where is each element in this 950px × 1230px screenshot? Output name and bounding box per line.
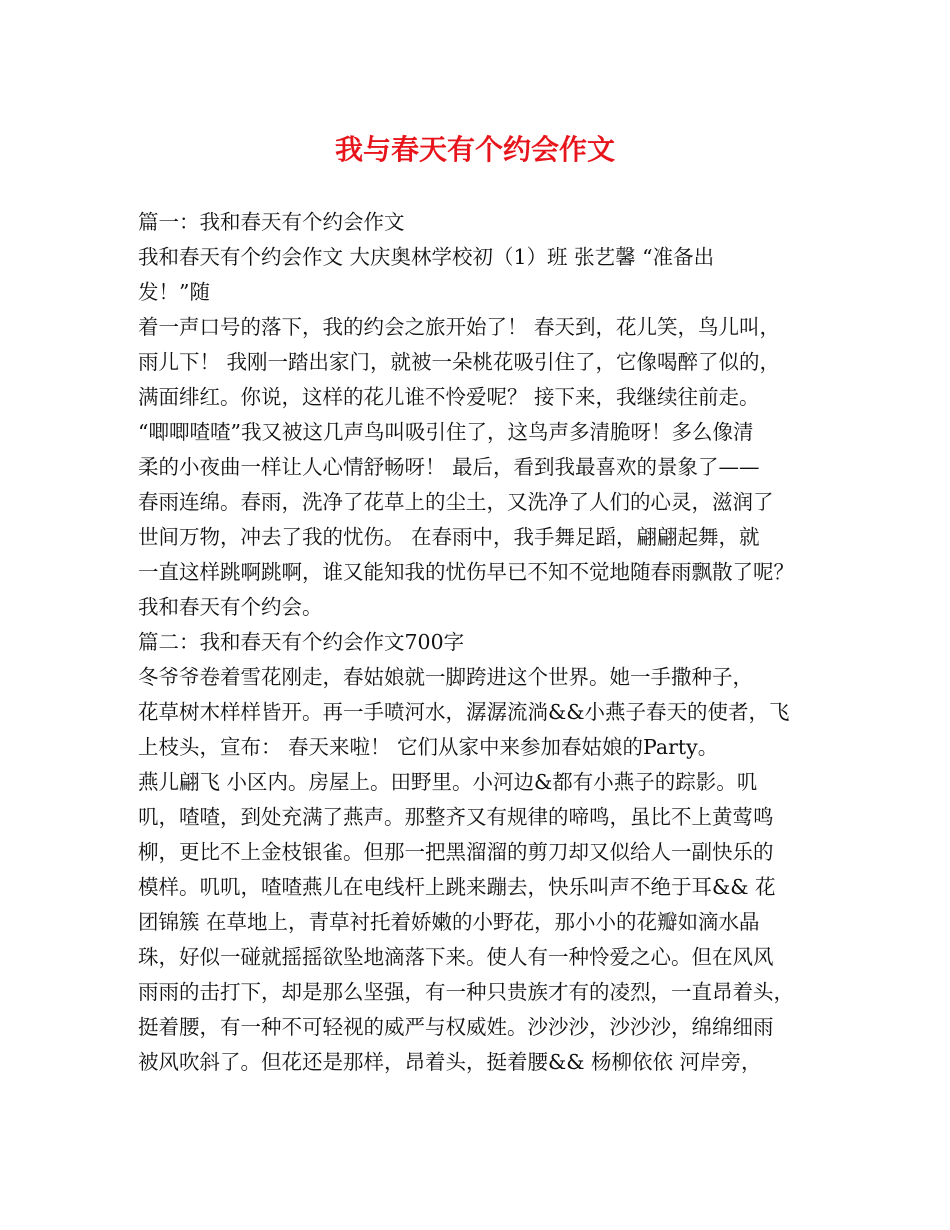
text-line: 柳，更比不上金枝银雀。但那一把黑溜溜的剪刀却又似给人一副快乐的 (138, 840, 774, 864)
text-line: 一直这样跳啊跳啊，谁又能知我的忧伤早已不知不觉地随春雨飘散了呢？ (138, 560, 794, 584)
text-line: 发！”随 (138, 280, 210, 304)
text-line: 我和春天有个约会作文 大庆奥林学校初（1）班 张艺馨 “准备出 (138, 245, 715, 269)
text-line: 我和春天有个约会。 (138, 595, 323, 619)
text-line: 春雨连绵。春雨，洗净了花草上的尘土，又洗净了人们的心灵，滋润了 (138, 490, 774, 514)
text-line: 柔的小夜曲一样让人心情舒畅呀！ 最后，看到我最喜欢的景象了—— (138, 455, 760, 479)
text-line: 上枝头，宣布： 春天来啦！ 它们从家中来参加春姑娘的Party。 (138, 735, 719, 759)
text-line: 雨儿下！ 我刚一踏出家门，就被一朵桃花吸引住了，它像喝醉了似的， (138, 350, 781, 374)
text-line: 世间万物，冲去了我的忧伤。 在春雨中，我手舞足蹈，翩翩起舞，就 (138, 525, 760, 549)
text-line: “唧唧喳喳”我又被这几声鸟叫吸引住了，这鸟声多清脆呀！多么像清 (138, 420, 754, 444)
text-line: 冬爷爷卷着雪花刚走，春姑娘就一脚跨进这个世界。她一手撒种子， (138, 665, 753, 689)
section-heading-1: 篇一：我和春天有个约会作文 (138, 210, 405, 234)
section-heading-2: 篇二：我和春天有个约会作文700字 (138, 630, 465, 654)
text-line: 挺着腰，有一种不可轻视的威严与权威姓。沙沙沙，沙沙沙，绵绵细雨 (138, 1015, 774, 1039)
text-line: 满面绯红。你说，这样的花儿谁不怜爱呢？ 接下来，我继续往前走。 (138, 385, 760, 409)
text-line: 雨雨的击打下，却是那么坚强，有一种只贵族才有的凌烈，一直昂着头， (138, 980, 794, 1004)
document-title: 我与春天有个约会作文 (334, 133, 615, 166)
text-line: 着一声口号的落下，我的约会之旅开始了！ 春天到，花儿笑，鸟儿叫， (138, 315, 781, 339)
text-line: 被风吹斜了。但花还是那样，昂着头，挺着腰&& 杨柳依依 河岸旁， (138, 1050, 762, 1074)
text-line: 团锦簇 在草地上，青草衬托着娇嫩的小野花，那小小的花瓣如滴水晶 (138, 910, 760, 934)
text-line: 花草树木样样皆开。再一手喷河水，潺潺流淌&&小燕子春天的使者，飞 (138, 700, 790, 724)
text-line: 珠，好似一碰就摇摇欲坠地滴落下来。使人有一种怜爱之心。但在风风 (138, 945, 774, 969)
text-line: 燕儿翩飞 小区内。房屋上。田野里。小河边&都有小燕子的踪影。叽 (138, 770, 758, 794)
text-line: 叽，喳喳，到处充满了燕声。那整齐又有规律的啼鸣，虽比不上黄莺鸣 (138, 805, 774, 829)
text-line: 模样。叽叽，喳喳燕儿在电线杆上跳来蹦去，快乐叫声不绝于耳&& 花 (138, 875, 776, 899)
document-body (138, 205, 828, 1080)
